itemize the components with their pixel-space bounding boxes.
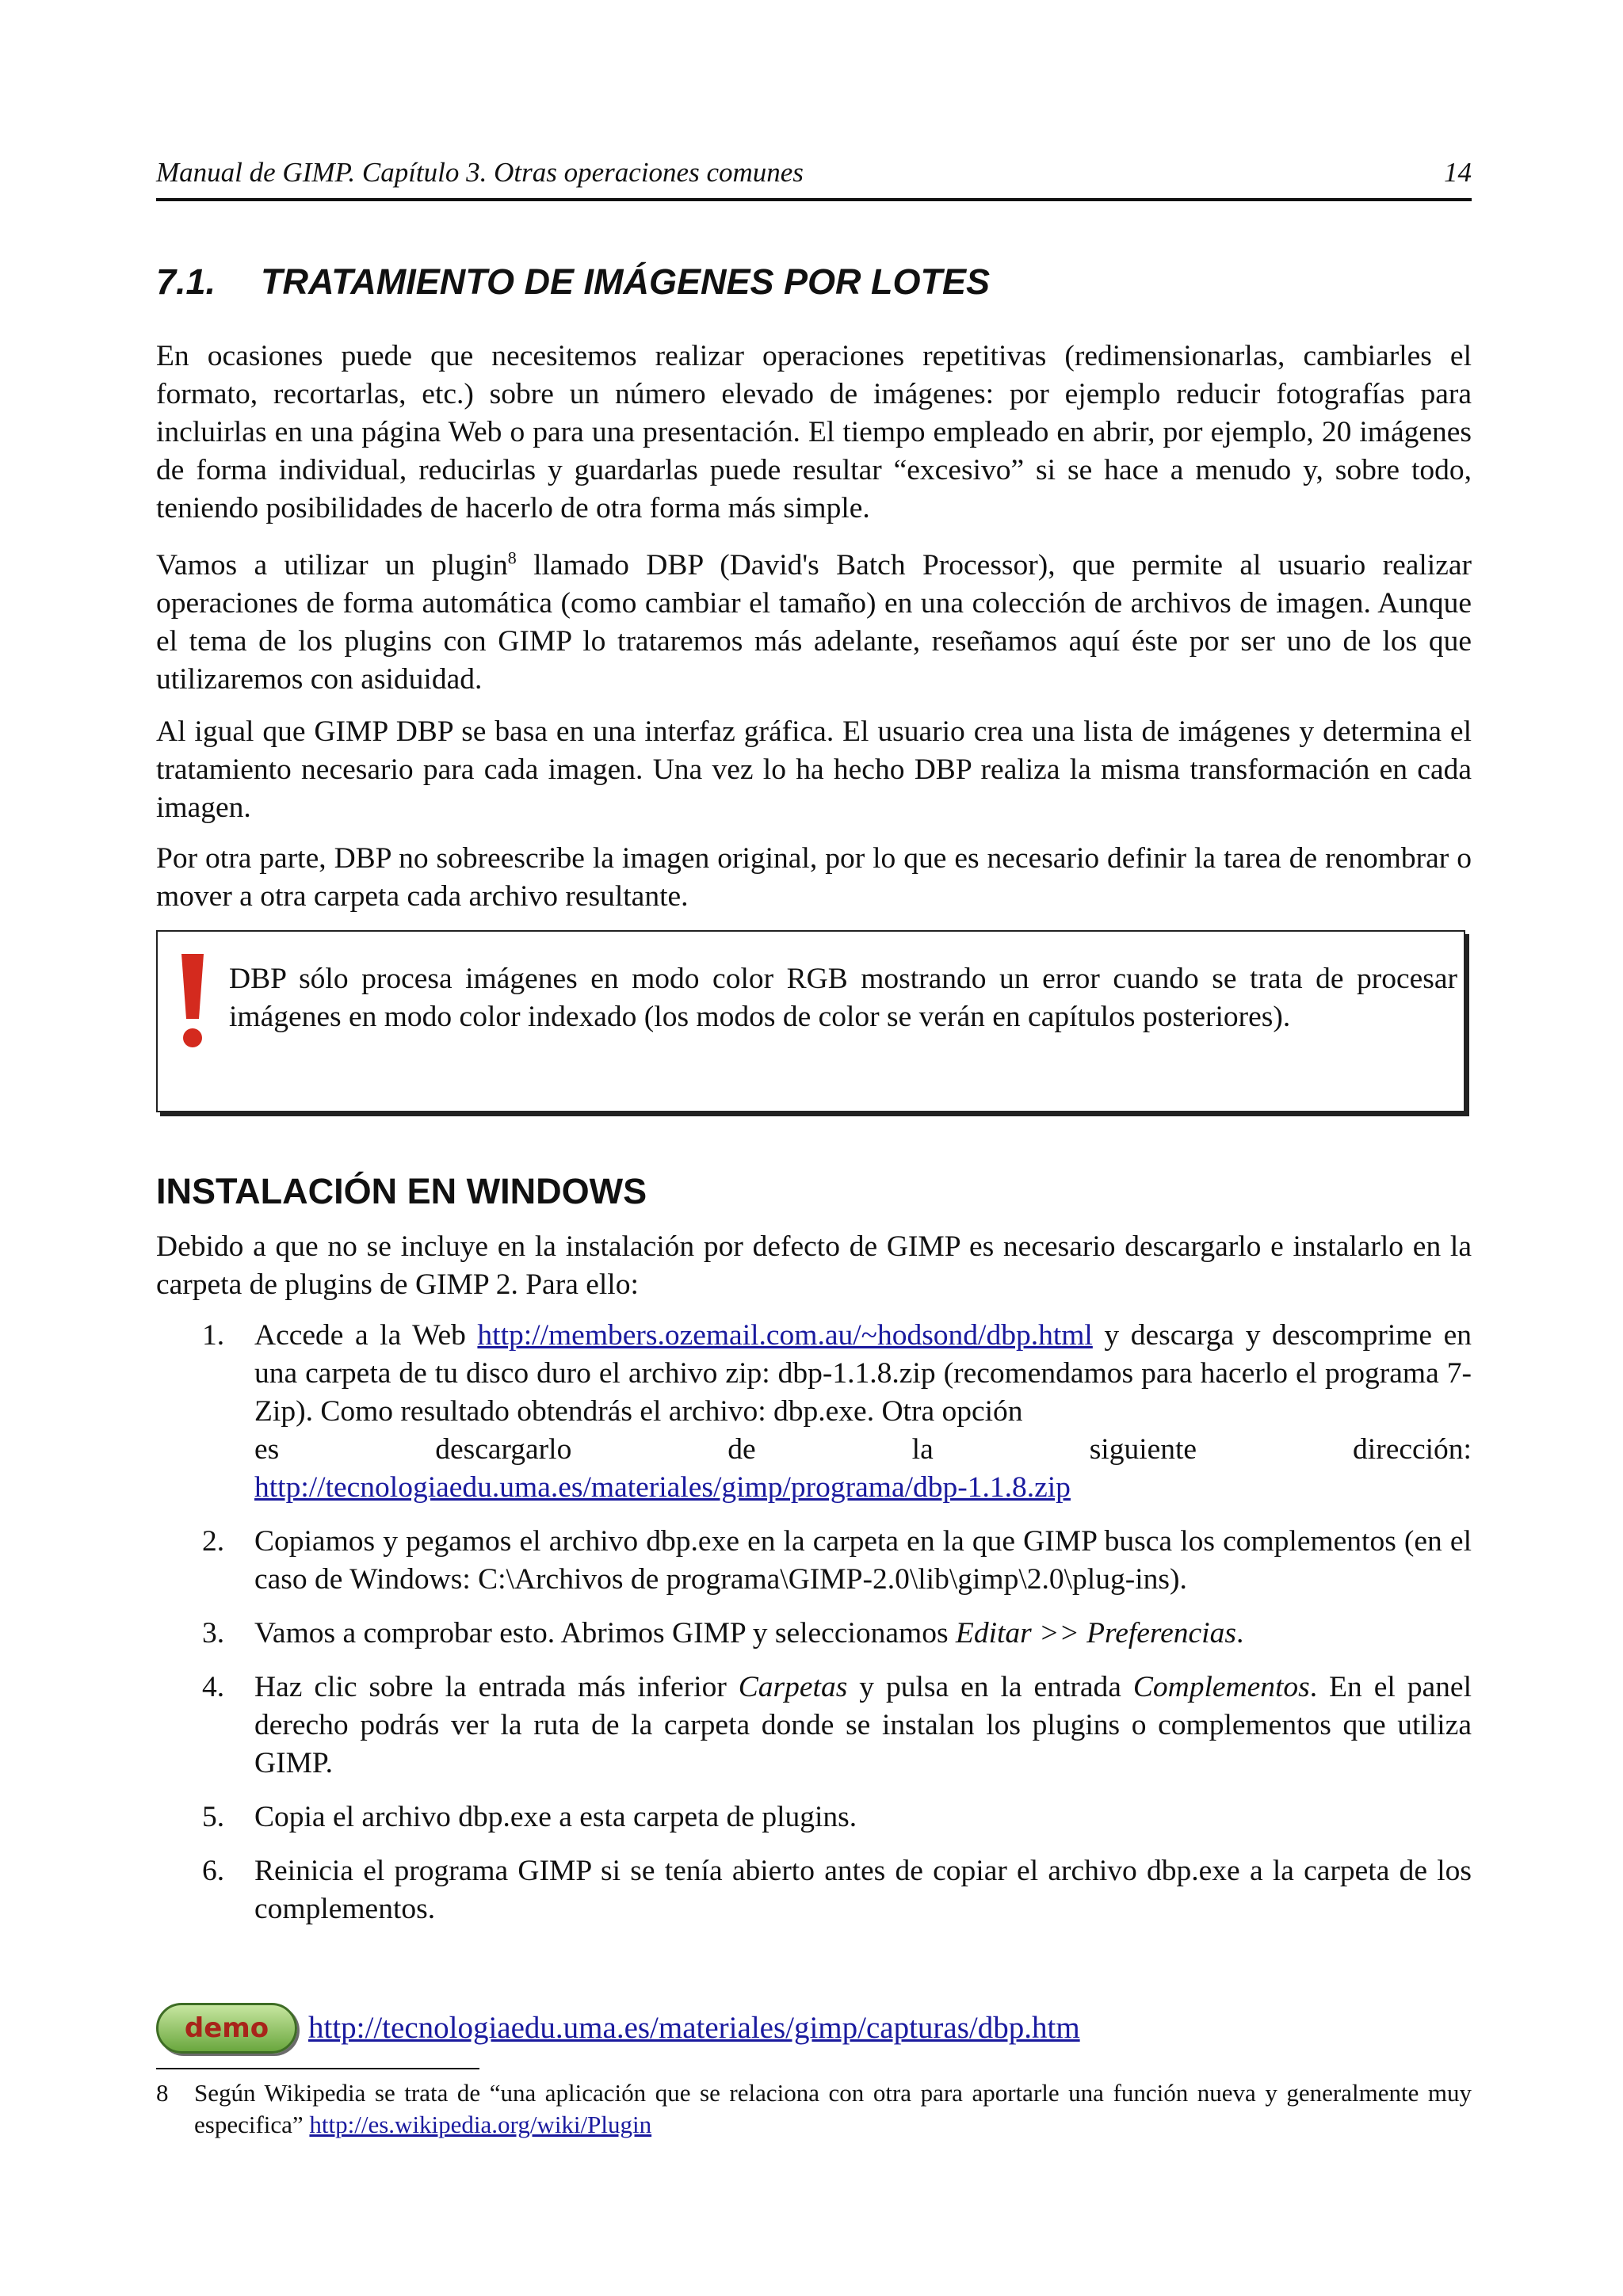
section-number: 7.1. — [156, 261, 216, 302]
page-number: 14 — [1444, 157, 1472, 188]
word: la — [911, 1433, 934, 1466]
step-text: Copia el archivo dbp.exe a esta carpeta de plugins. — [254, 1801, 857, 1833]
exclamation-warning-icon — [175, 951, 210, 1051]
header-rule — [156, 198, 1472, 201]
running-header — [156, 155, 1472, 190]
list-item — [156, 1317, 1472, 1507]
step-text: y descarga y descomprime en una carpeta de tu disco duro el archivo zip: dbp-1.1.8.zip (recomendamos para hacerlo el programa 7-Zip). Como resultado obtendrás el archivo: dbp.exe. Otra opción — [254, 1319, 1472, 1428]
install-steps-list — [156, 1317, 1472, 1944]
paragraph-plugin-rest: llamado DBP (David's Batch Processor), que permite al usuario realizar operaciones de forma automática (como cambiar el tamaño) en una colección de archivos de imagen. Aunque el tema de los plugins con GIMP lo trataremos más adelante, reseñamos aquí éste por ser uno de los que utilizaremos con asiduidad. — [156, 549, 1472, 696]
demo-link[interactable]: http://tecnologiaedu.uma.es/materiales/gimp/capturas/dbp.htm — [308, 2011, 1080, 2045]
step-text: Copiamos y pegamos el archivo dbp.exe en la carpeta en la que GIMP busca los complementos (en el caso de Windows: C:\Archivos de programa\GIMP-2.0\lib\gimp\2.0\plug-ins). — [254, 1525, 1472, 1596]
word: dirección: — [1353, 1433, 1472, 1466]
footnote-body — [156, 2077, 1472, 2141]
word: descargarlo — [435, 1433, 572, 1466]
section-heading: TRATAMIENTO DE IMÁGENES POR LOTES — [261, 261, 991, 302]
menu-path: Editar >> Preferencias — [955, 1617, 1236, 1650]
paragraph-plugin — [156, 547, 1472, 699]
step-text: Accede a la Web — [254, 1319, 466, 1352]
step-text: Reinicia el programa GIMP si se tenía abierto antes de copiar el archivo dbp.exe a la carpeta de los complementos. — [254, 1855, 1472, 1925]
footnote — [156, 2077, 1472, 2141]
demo-row — [156, 2003, 1080, 2054]
dbp-download-link[interactable]: http://tecnologiaedu.uma.es/materiales/gimp/programa/dbp-1.1.8.zip — [254, 1471, 1071, 1504]
footnote-ref[interactable]: 8 — [507, 547, 517, 568]
dbp-homepage-link[interactable]: http://members.ozemail.com.au/~hodsond/dbp.html — [477, 1319, 1093, 1352]
demo-button[interactable]: demo — [156, 2003, 297, 2054]
header-title: Manual de GIMP. Capítulo 3. Otras operaciones comunes — [156, 157, 804, 188]
install-heading: INSTALACIÓN EN WINDOWS — [156, 1171, 647, 1211]
word: es — [254, 1433, 280, 1466]
list-item — [156, 1615, 1472, 1653]
step-number: 4. — [202, 1671, 225, 1703]
install-intro: Debido a que no se incluye en la instalación por defecto de GIMP es necesario descargarlo e instalarlo en la carpeta de plugins de GIMP 2. Para ello: — [156, 1230, 1472, 1301]
footnote-rule — [156, 2068, 479, 2069]
plugins-entry: Complementos — [1132, 1671, 1310, 1703]
list-item — [156, 1669, 1472, 1783]
step-text: Haz clic sobre la entrada más inferior — [254, 1671, 739, 1703]
list-item — [156, 1852, 1472, 1928]
step-text: . En el panel derecho podrás ver la ruta de la carpeta donde se instalan los plugins o complementos que utiliza GIMP. — [254, 1671, 1472, 1779]
list-item — [156, 1523, 1472, 1599]
wikipedia-plugin-link[interactable]: http://es.wikipedia.org/wiki/Plugin — [309, 2111, 652, 2138]
step-number: 6. — [202, 1855, 225, 1887]
warning-note-box — [156, 930, 1465, 1112]
step-text: Vamos a comprobar esto. Abrimos GIMP y seleccionamos — [254, 1617, 956, 1650]
justified-line — [254, 1431, 1472, 1469]
list-item — [156, 1798, 1472, 1836]
warning-note-text: DBP sólo procesa imágenes en modo color RGB mostrando un error cuando se trata de procesar imágenes en modo color indexado (los modos de color se verán en capítulos posteriores). — [229, 963, 1457, 1033]
step-number: 1. — [202, 1319, 225, 1352]
paragraph-interface: Al igual que GIMP DBP se basa en una interfaz gráfica. El usuario crea una lista de imágenes y determina el tratamiento necesario para cada imagen. Una vez lo ha hecho DBP realiza la misma transformación en cada imagen. — [156, 715, 1472, 824]
word: siguiente — [1089, 1433, 1197, 1466]
step-number: 5. — [202, 1801, 225, 1833]
step-text: y pulsa en la entrada — [847, 1671, 1133, 1703]
paragraph-plugin-start: Vamos a utilizar un plugin — [156, 549, 508, 582]
paragraph-intro: En ocasiones puede que necesitemos realizar operaciones repetitivas (redimensionarlas, cambiarles el formato, recortarlas, etc.) sobre un número elevado de imágenes: por ejemplo reducir fotografías para incluirlas en una página Web o para una presentación. El tiempo empleado en abrir, por ejemplo, 20 imágenes de forma individual, reducirlas y guardarlas puede resultar “excesivo” si se hace a menudo y, sobre todo, teniendo posibilidades de hacerlo de otra forma más simple. — [156, 340, 1472, 524]
footnote-text: Según Wikipedia se trata de “una aplicación que se relaciona con otra para aportarle una función nueva y generalmente muy especifica” — [194, 2079, 1472, 2138]
footnote-number: 8 — [156, 2079, 169, 2107]
step-number: 3. — [202, 1617, 225, 1650]
folders-entry: Carpetas — [738, 1671, 848, 1703]
word: de — [727, 1433, 756, 1466]
step-text: . — [1235, 1617, 1244, 1650]
section-title — [156, 260, 990, 304]
step-number: 2. — [202, 1525, 225, 1558]
paragraph-overwrite: Por otra parte, DBP no sobreescribe la imagen original, por lo que es necesario definir la tarea de renombrar o mover a otra carpeta cada archivo resultante. — [156, 842, 1472, 913]
